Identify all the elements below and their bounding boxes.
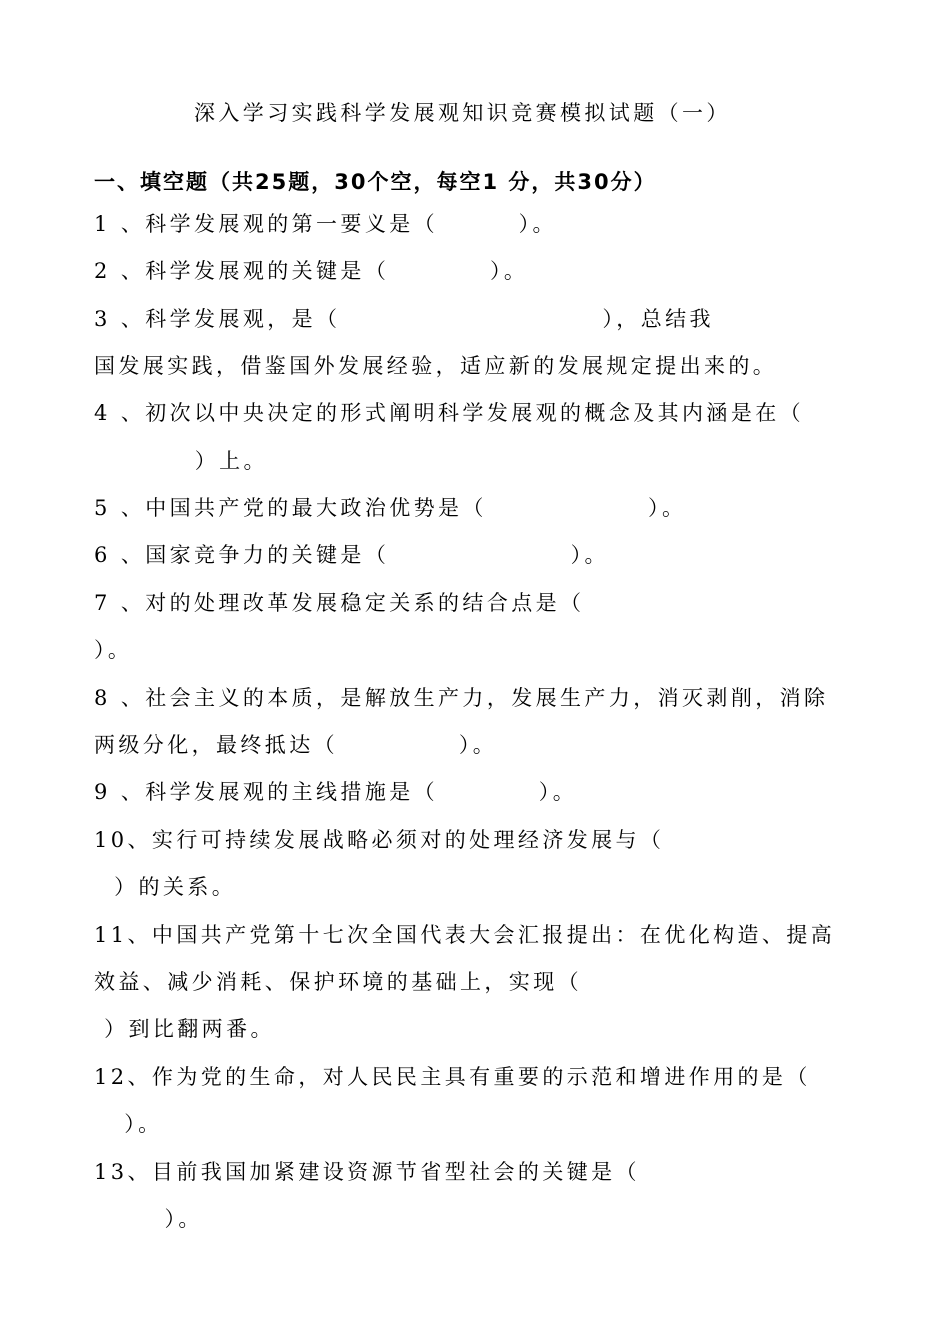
question-line: ）到比翻两番。 xyxy=(94,1017,275,1041)
section-heading: 一、填空题（共25题，30个空，每空1 分，共30分） xyxy=(94,170,657,194)
question-line: 12、作为党的生命，对人民民主具有重要的示范和增进作用的是（ xyxy=(94,1065,811,1089)
question-line: 效益、减少消耗、保护环境的基础上，实现（ xyxy=(94,970,582,994)
question-line: ）的关系。 xyxy=(94,875,237,899)
question-line: 两级分化，最终抵达（ ）。 xyxy=(94,733,498,757)
question-line: 5 、中国共产党的最大政治优势是（ ）。 xyxy=(94,496,687,520)
question-line: 3 、科学发展观，是（ ），总结我 xyxy=(94,307,714,331)
question-line: 4 、初次以中央决定的形式阐明科学发展观的概念及其内涵是在（ xyxy=(94,401,805,425)
question-line: 8 、社会主义的本质，是解放生产力，发展生产力，消灭剥削，消除 xyxy=(94,686,829,710)
question-line: 10、实行可持续发展战略必须对的处理经济发展与（ xyxy=(94,828,665,852)
question-line: 13、目前我国加紧建设资源节省型社会的关键是（ xyxy=(94,1160,640,1184)
document-title: 深入学习实践科学发展观知识竞赛模拟试题（一） xyxy=(194,101,731,125)
question-line: 1 、科学发展观的第一要义是（ ）。 xyxy=(94,212,557,236)
question-line: ）上。 xyxy=(94,449,268,473)
question-line: ）。 xyxy=(94,638,133,662)
question-line: 11、中国共产党第十七次全国代表大会汇报提出：在优化构造、提高 xyxy=(94,923,836,947)
question-line: ）。 xyxy=(94,1207,203,1231)
question-line: 7 、对的处理改革发展稳定关系的结合点是（ xyxy=(94,591,585,615)
question-line: ）。 xyxy=(94,1112,163,1136)
question-line: 9 、科学发展观的主线措施是（ ）。 xyxy=(94,780,578,804)
question-line: 国发展实践，借鉴国外发展经验，适应新的发展规定提出来的。 xyxy=(94,354,778,378)
question-line: 6 、国家竞争力的关键是（ ）。 xyxy=(94,543,609,567)
question-line: 2 、科学发展观的关键是（ ）。 xyxy=(94,259,529,283)
